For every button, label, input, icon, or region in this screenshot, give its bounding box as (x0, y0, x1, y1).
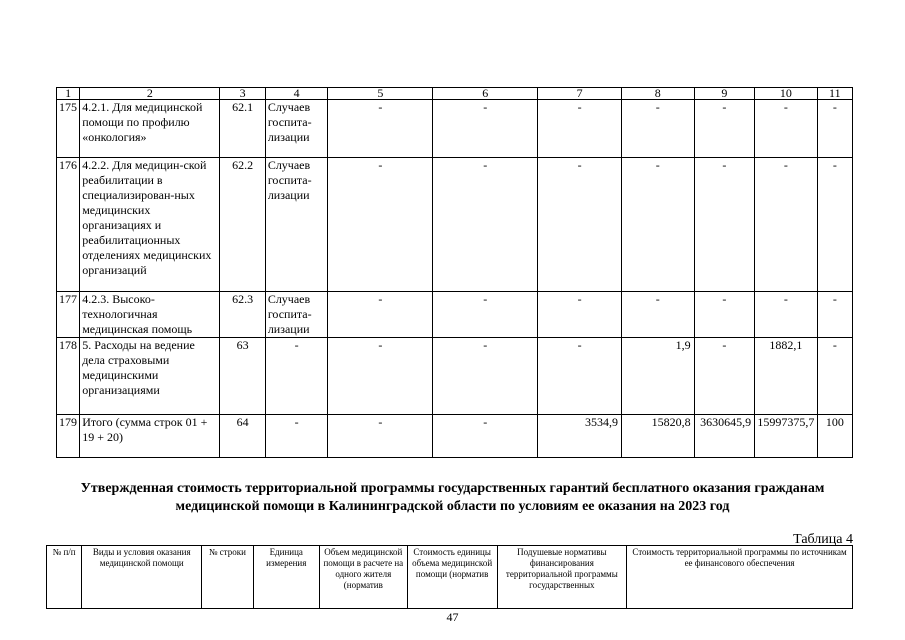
row-number-cell: 178 (57, 338, 80, 415)
column-number-cell: 11 (817, 88, 852, 100)
page-number: 47 (446, 610, 459, 624)
row-value-cell: - (817, 100, 852, 158)
row-name-cell: 4.2.2. Для медицин-ской реабилитации в специализирован-ных медицинских организациях и реабилитационных отделениях медицинских организаций (80, 158, 220, 292)
row-value-cell: - (433, 100, 538, 158)
row-value-cell: 1882,1 (755, 338, 818, 415)
row-value-cell: - (694, 292, 755, 338)
row-code-cell: 63 (220, 338, 265, 415)
row-value-cell: - (817, 338, 852, 415)
row-value-cell: - (755, 292, 818, 338)
table-label: Таблица 4 (793, 532, 853, 547)
program-cost-table (46, 545, 853, 609)
header-cell: Единица измерения (253, 546, 319, 609)
page-heading: Утвержденная стоимость территориальной программы государственных гарантий бесплатного оказания гражданам медицинской помощи в Калининградской области по условиям ее оказания на 2023 год (80, 481, 825, 514)
table-row (57, 415, 853, 458)
row-value-cell: - (755, 158, 818, 292)
table-row (57, 338, 853, 415)
row-name-cell: 5. Расходы на ведение дела страховыми медицинскими организациями (80, 338, 220, 415)
row-unit-cell: Случаев госпита-лизации (265, 158, 328, 292)
expenses-table (56, 87, 853, 458)
row-name-cell: 4.2.3. Высоко-технологичная медицинская помощь (80, 292, 220, 338)
header-cell: Подушевые нормативы финансирования территориальной программы государственных (497, 546, 627, 609)
row-value-cell: 15820,8 (621, 415, 694, 458)
column-number-cell: 4 (265, 88, 328, 100)
column-number-cell: 7 (538, 88, 622, 100)
row-number-cell: 175 (57, 100, 80, 158)
row-value-cell: - (621, 292, 694, 338)
row-name-cell: Итого (сумма строк 01 + 19 + 20) (80, 415, 220, 458)
row-value-cell: - (328, 415, 433, 458)
row-value-cell: - (817, 158, 852, 292)
column-number-cell: 6 (433, 88, 538, 100)
row-value-cell: - (328, 338, 433, 415)
column-number-cell: 10 (755, 88, 818, 100)
row-code-cell: 64 (220, 415, 265, 458)
row-value-cell: - (621, 158, 694, 292)
column-number-cell: 8 (621, 88, 694, 100)
header-cell: № п/п (47, 546, 82, 609)
row-value-cell: - (538, 292, 622, 338)
column-number-cell: 3 (220, 88, 265, 100)
column-number-cell: 1 (57, 88, 80, 100)
table-row (57, 292, 853, 338)
row-value-cell: - (328, 158, 433, 292)
row-value-cell: - (433, 292, 538, 338)
table-row (57, 158, 853, 292)
row-code-cell: 62.2 (220, 158, 265, 292)
row-number-cell: 179 (57, 415, 80, 458)
row-value-cell: - (433, 338, 538, 415)
row-unit-cell: - (265, 415, 328, 458)
header-cell: Стоимость территориальной программы по источникам ее финансового обеспечения (627, 546, 853, 609)
row-value-cell: - (538, 338, 622, 415)
column-number-row (57, 88, 853, 100)
header-cell: Стоимость единицы объема медицинской помощи (норматив (407, 546, 497, 609)
row-value-cell: 1,9 (621, 338, 694, 415)
row-number-cell: 177 (57, 292, 80, 338)
row-value-cell: - (694, 100, 755, 158)
row-value-cell: 15997375,7 (755, 415, 818, 458)
row-value-cell: - (433, 415, 538, 458)
column-number-cell: 2 (80, 88, 220, 100)
row-value-cell: - (694, 158, 755, 292)
row-value-cell: 3630645,9 (694, 415, 755, 458)
row-value-cell: - (538, 100, 622, 158)
row-unit-cell: - (265, 338, 328, 415)
column-number-cell: 9 (694, 88, 755, 100)
row-value-cell: - (328, 292, 433, 338)
row-value-cell: - (817, 292, 852, 338)
row-value-cell: - (538, 158, 622, 292)
row-value-cell: 100 (817, 415, 852, 458)
column-number-cell: 5 (328, 88, 433, 100)
header-cell: Объем медицинской помощи в расчете на одного жителя (норматив (319, 546, 407, 609)
header-cell: № строки (202, 546, 253, 609)
table-row (57, 100, 853, 158)
row-unit-cell: Случаев госпита-лизации (265, 100, 328, 158)
row-value-cell: - (694, 338, 755, 415)
row-name-cell: 4.2.1. Для медицинской помощи по профилю «онкология» (80, 100, 220, 158)
row-code-cell: 62.3 (220, 292, 265, 338)
row-unit-cell: Случаев госпита-лизации (265, 292, 328, 338)
row-number-cell: 176 (57, 158, 80, 292)
header-cell: Виды и условия оказания медицинской помощи (82, 546, 202, 609)
row-value-cell: - (328, 100, 433, 158)
row-value-cell: 3534,9 (538, 415, 622, 458)
row-value-cell: - (621, 100, 694, 158)
row-code-cell: 62.1 (220, 100, 265, 158)
row-value-cell: - (433, 158, 538, 292)
table-header-row (47, 546, 853, 609)
row-value-cell: - (755, 100, 818, 158)
